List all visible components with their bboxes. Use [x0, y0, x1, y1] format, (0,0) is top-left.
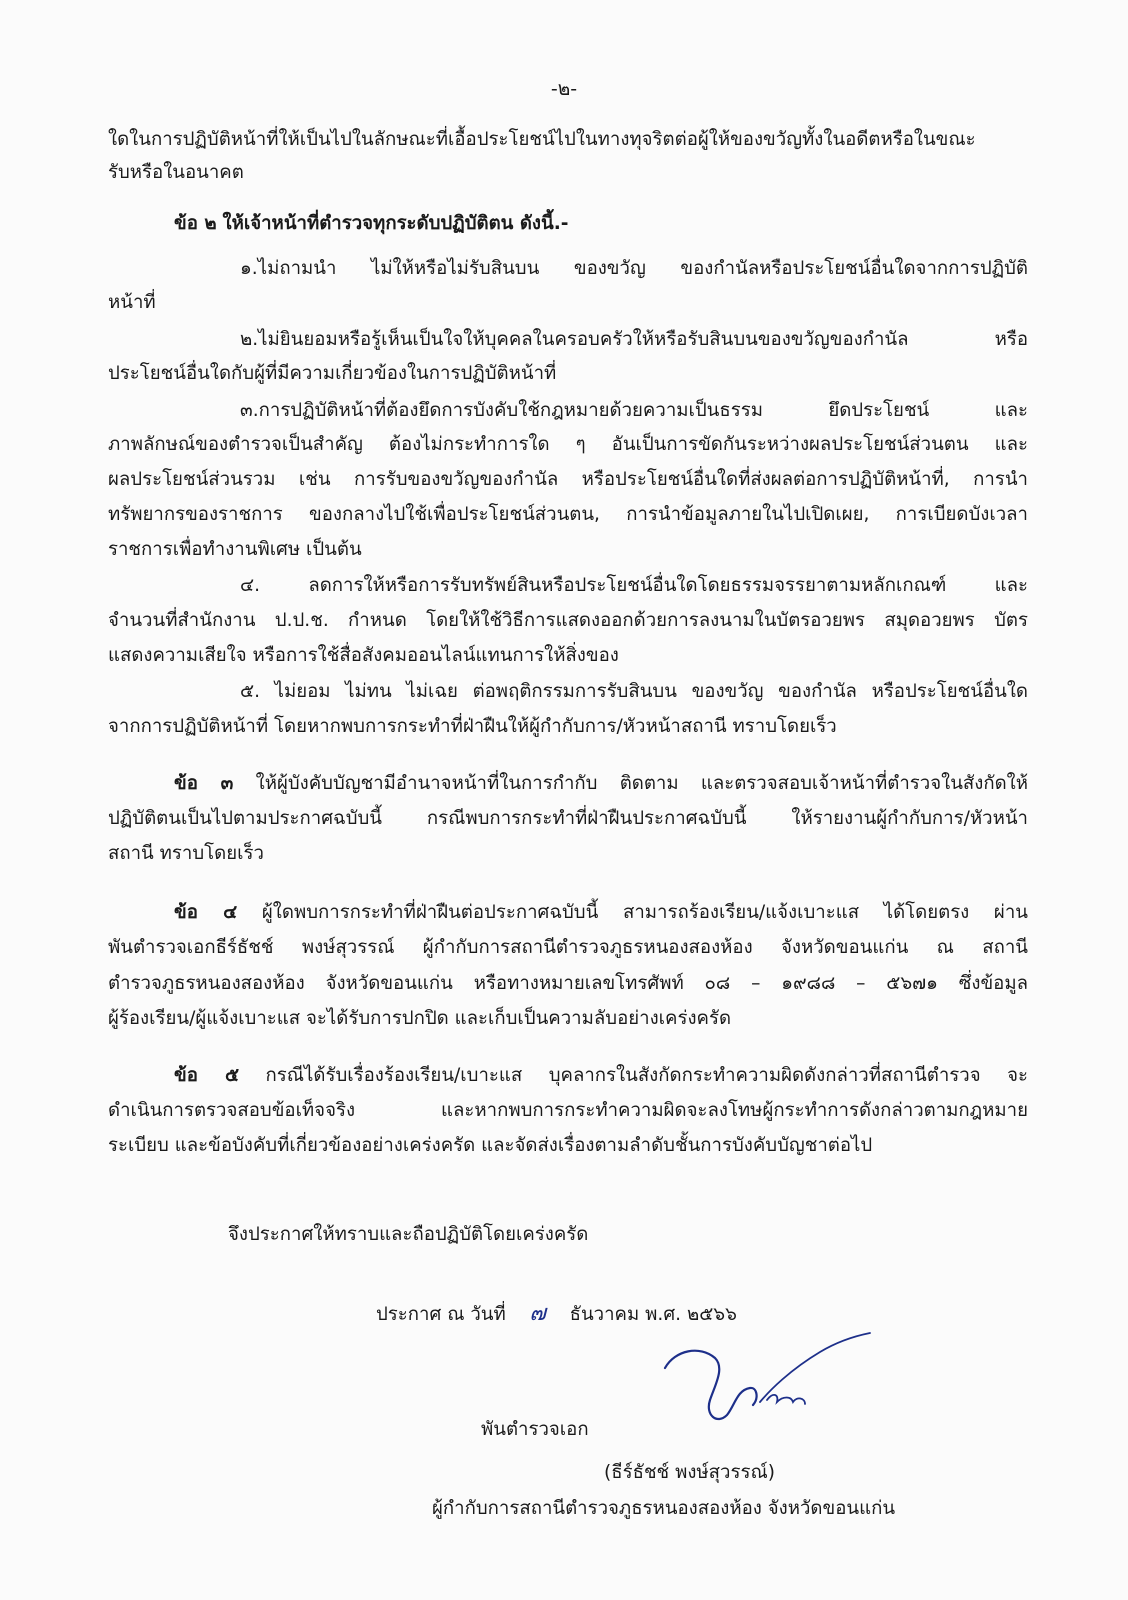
clause-4-line-1	[174, 900, 1028, 926]
clause-2-heading-text: ให้เจ้าหน้าที่ตำรวจทุกระดับปฏิบัติตน ดังนี้.-	[222, 213, 569, 234]
clause-5-line-3: ระเบียบ และข้อบังคับที่เกี่ยวข้องอย่างเคร่งครัด และจัดส่งเรื่องตามลำดับชั้นการบังคับบัญชาต่อไป	[108, 1135, 873, 1156]
clause-2-item-4-line-1: ๔. ลดการให้หรือการรับทรัพย์สินหรือประโยชน์อื่นใดโดยธรรมจรรยาตามหลักเกณฑ์ และ	[240, 575, 1028, 596]
clause-4-line-2: พันตำรวจเอกธีร์ธัชช์ พงษ์สุวรรณ์ ผู้กำกับการสถานีตำรวจภูธรหนองสองห้อง จังหวัดขอนแก่น ณ สถานี	[108, 937, 1028, 958]
announcement-date	[376, 1301, 737, 1328]
closing-statement: จึงประกาศให้ทราบและถือปฏิบัติโดยเคร่งครัด	[228, 1224, 589, 1245]
clause-2-item-3-line-2: ภาพลักษณ์ของตำรวจเป็นสำคัญ ต้องไม่กระทำการใด ๆ อันเป็นการขัดกันระหว่างผลประโยชน์ส่วนตน และ	[108, 434, 1028, 455]
clause-2-item-4-line-3: แสดงความเสียใจ หรือการใช้สื่อสังคมออนไลน์แทนการให้สิ่งของ	[108, 645, 619, 666]
clause-2-item-3-line-5: ราชการเพื่อทำงานพิเศษ เป็นต้น	[108, 539, 362, 560]
clause-2-item-5-line-2: จากการปฏิบัติหน้าที่ โดยหากพบการกระทำที่ฝ่าฝืนให้ผู้กำกับการ/หัวหน้าสถานี ทราบโดยเร็ว	[108, 716, 837, 737]
date-day: ๗	[529, 1301, 546, 1326]
clause-5-number: ข้อ ๕	[174, 1065, 240, 1086]
clause-2-item-3-line-1: ๓.การปฏิบัติหน้าที่ต้องยึดการบังคับใช้กฎหมายด้วยความเป็นธรรม ยึดประโยชน์ และ	[240, 400, 1028, 421]
clause-2-item-3-line-4: ทรัพยากรของราชการ ของกลางไปใช้เพื่อประโยชน์ส่วนตน, การนำข้อมูลภายในไปเปิดเผย, การเบียดบังเวลา	[108, 504, 1028, 525]
clause-2-item-3-line-3: ผลประโยชน์ส่วนรวม เช่น การรับของขวัญของกำนัล หรือประโยชน์อื่นใดที่ส่งผลต่อการปฏิบัติหน้าที่, การนำ	[108, 469, 1028, 490]
clause-2-item-1-line-1: ๑.ไม่ถามนำ ไม่ให้หรือไม่รับสินบน ของขวัญ ของกำนัลหรือประโยชน์อื่นใดจากการปฏิบัติ	[240, 258, 1028, 279]
date-prefix: ประกาศ ณ วันที่	[376, 1304, 506, 1325]
continuation-line-1: ใดในการปฏิบัติหน้าที่ให้เป็นไปในลักษณะที่เอื้อประโยชน์ไปในทางทุจริตต่อผู้ให้ของขวัญทั้งในอดีตหรือในขณะ	[108, 129, 976, 150]
date-suffix: ธันวาคม พ.ศ. ๒๕๖๖	[569, 1304, 737, 1325]
clause-4-line-3: ตำรวจภูธรหนองสองห้อง จังหวัดขอนแก่น หรือทางหมายเลขโทรศัพท์ ๐๘ – ๑๙๘๘ – ๕๖๗๑ ซึ่งข้อมูล	[108, 973, 1028, 994]
clause-4-text-1: ผู้ใดพบการกระทำที่ฝ่าฝืนต่อประกาศฉบับนี้ สามารถร้องเรียน/แจ้งเบาะแส ได้โดยตรง ผ่าน	[261, 902, 1028, 923]
clause-2-item-1-line-2: หน้าที่	[108, 292, 156, 313]
clause-5-line-2: ดำเนินการตรวจสอบข้อเท็จจริง และหากพบการกระทำความผิดจะลงโทษผู้กระทำการดังกล่าวตามกฎหมาย	[108, 1100, 1028, 1121]
clause-2-item-5-line-1: ๕. ไม่ยอม ไม่ทน ไม่เฉย ต่อพฤติกรรมการรับสินบน ของขวัญ ของกำนัล หรือประโยชน์อื่นใด	[240, 681, 1028, 702]
signatory-rank: พันตำรวจเอก	[481, 1419, 589, 1440]
clause-2-heading	[174, 211, 1028, 237]
clause-3-text-1: ให้ผู้บังคับบัญชามีอำนาจหน้าที่ในการกำกับ ติดตาม และตรวจสอบเจ้าหน้าที่ตำรวจในสังกัดให้	[255, 773, 1028, 794]
clause-2-item-4-line-2: จำนวนที่สำนักงาน ป.ป.ช. กำหนด โดยให้ใช้วิธีการแสดงออกด้วยการลงนามในบัตรอวยพร สมุดอวยพร บัตร	[108, 610, 1028, 631]
page-number: -๒-	[550, 78, 578, 100]
clause-4-number: ข้อ ๔	[174, 902, 238, 923]
clause-3-number: ข้อ ๓	[174, 773, 234, 794]
clause-4-line-4: ผู้ร้องเรียน/ผู้แจ้งเบาะแส จะได้รับการปกปิด และเก็บเป็นความลับอย่างเคร่งครัด	[108, 1008, 732, 1029]
continuation-line-2: รับหรือในอนาคต	[108, 162, 244, 183]
handwritten-signature	[655, 1330, 885, 1440]
clause-3-line-2: ปฏิบัติตนเป็นไปตามประกาศฉบับนี้ กรณีพบการกระทำที่ฝ่าฝืนประกาศฉบับนี้ ให้รายงานผู้กำกับการ/หัวหน้า	[108, 808, 1028, 829]
clause-5-line-1	[174, 1063, 1028, 1089]
clause-5-text-1: กรณีได้รับเรื่องร้องเรียน/เบาะแส บุคลากรในสังกัดกระทำความผิดดังกล่าวที่สถานีตำรวจ จะ	[265, 1065, 1028, 1086]
clause-2-item-2-line-1: ๒.ไม่ยินยอมหรือรู้เห็นเป็นใจให้บุคคลในครอบครัวให้หรือรับสินบนของขวัญของกำนัล หรือ	[240, 329, 1028, 350]
clause-3-line-1	[174, 771, 1028, 797]
clause-3-line-3: สถานี ทราบโดยเร็ว	[108, 843, 264, 864]
clause-2-number: ข้อ ๒	[174, 213, 217, 234]
clause-2-item-2-line-2: ประโยชน์อื่นใดกับผู้ที่มีความเกี่ยวข้องในการปฏิบัติหน้าที่	[108, 363, 557, 384]
signatory-name: (ธีร์ธัชช์ พงษ์สุวรรณ์)	[604, 1462, 775, 1483]
signatory-position: ผู้กำกับการสถานีตำรวจภูธรหนองสองห้อง จังหวัดขอนแก่น	[432, 1498, 896, 1519]
